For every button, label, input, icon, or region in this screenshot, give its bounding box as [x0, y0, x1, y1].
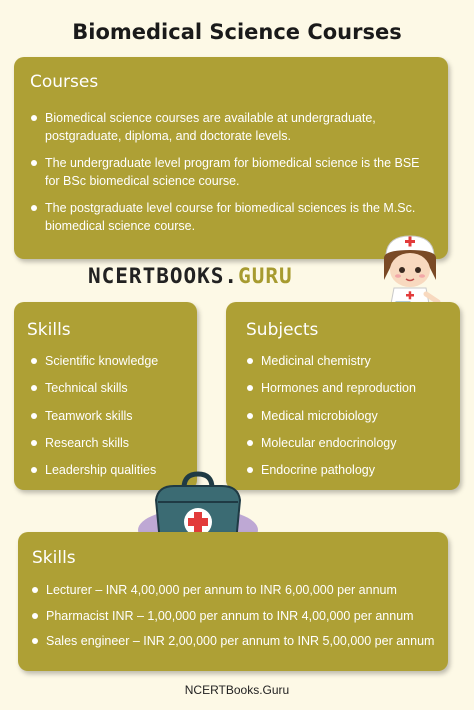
- list-item: Teamwork skills: [31, 407, 158, 425]
- list-item: Research skills: [31, 434, 158, 452]
- list-item: Hormones and reproduction: [247, 379, 416, 397]
- list-item: Scientific knowledge: [31, 352, 158, 370]
- watermark-main: NCERTBOOKS.: [88, 264, 239, 288]
- watermark-accent: GURU: [238, 264, 293, 288]
- salary-panel: [18, 532, 448, 671]
- skills-panel: [14, 302, 197, 490]
- list-item: Biomedical science courses are available at undergraduate, postgraduate, diploma, and doctorate levels.: [31, 109, 436, 145]
- courses-heading: Courses: [30, 72, 99, 92]
- list-item: Medicinal chemistry: [247, 352, 416, 370]
- salary-list: [32, 581, 434, 658]
- list-item: Molecular endocrinology: [247, 434, 416, 452]
- subjects-list: [247, 352, 416, 488]
- list-item: Technical skills: [31, 379, 158, 397]
- subjects-heading: Subjects: [246, 320, 319, 340]
- courses-panel: [14, 57, 448, 259]
- watermark-logo: [88, 264, 293, 288]
- list-item: Lecturer – INR 4,00,000 per annum to INR 6,00,000 per annum: [32, 581, 434, 599]
- subjects-panel: [226, 302, 460, 490]
- list-item: Medical microbiology: [247, 407, 416, 425]
- list-item: The undergraduate level program for biomedical science is the BSE for BSc biomedical science course.: [31, 154, 436, 190]
- footer-source: NCERTBooks.Guru: [184, 683, 290, 697]
- list-item: Endocrine pathology: [247, 461, 416, 479]
- list-item: Leadership qualities: [31, 461, 158, 479]
- skills-heading: Skills: [27, 320, 71, 340]
- list-item: The postgraduate level course for biomedical sciences is the M.Sc. biomedical science course.: [31, 199, 436, 235]
- list-item: Pharmacist INR – 1,00,000 per annum to INR 4,00,000 per annum: [32, 607, 434, 625]
- skills-list: [31, 352, 158, 488]
- courses-list: [31, 109, 436, 244]
- page-title: Biomedical Science Courses: [72, 20, 402, 44]
- list-item: Sales engineer – INR 2,00,000 per annum to INR 5,00,000 per annum: [32, 632, 434, 650]
- salary-heading: Skills: [32, 548, 76, 568]
